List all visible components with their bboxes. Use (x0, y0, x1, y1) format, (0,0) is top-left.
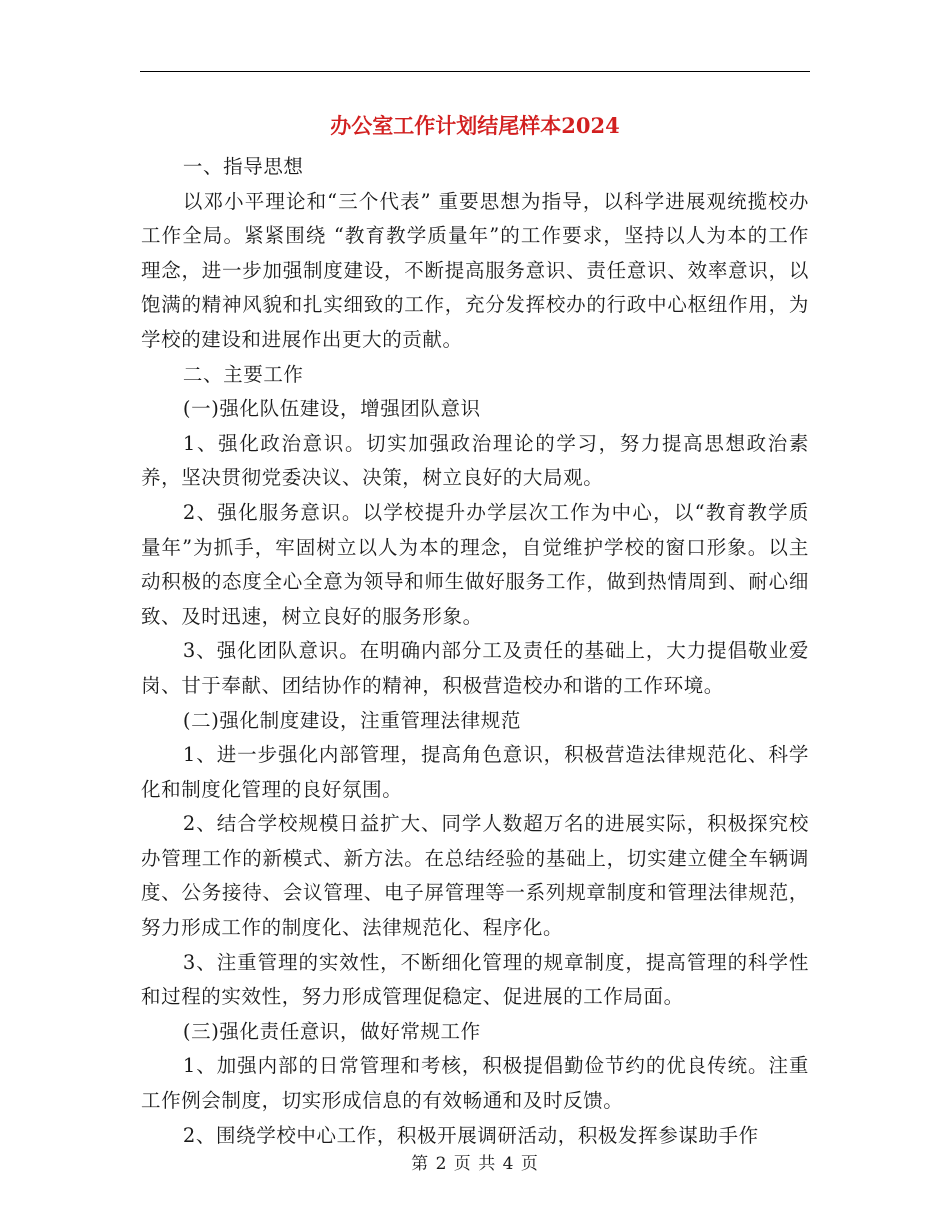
page-number-footer: 第 2 页 共 4 页 (411, 1154, 539, 1174)
body-paragraph: 1、加强内部的日常管理和考核，积极提倡勤俭节约的优良传统。注重工作例会制度，切实形成信息的有效畅通和及时反馈。 (141, 1054, 809, 1113)
subsection-heading: (二)强化制度建设，注重管理法律规范 (182, 708, 521, 732)
body-paragraph: 2、结合学校规模日益扩大、同学人数超万名的进展实际，积极探究校办管理工作的新模式、新方法。在总结经验的基础上，切实建立健全车辆调度、公务接待、会议管理、电子屏管理等一系列规章制度和管理法律规范，努力形成工作的制度化、法律规范化、程序化。 (141, 812, 809, 940)
document-title: 办公室工作计划结尾样本2024 (330, 113, 620, 138)
body-paragraph: 以邓小平理论和“三个代表” 重要思想为指导，以科学进展观统揽校办工作全局。紧紧围绕 “教育教学质量年”的工作要求，坚持以人为本的工作理念，进一步加强制度建设，不断提高服务意识、责任意识、效率意识，以饱满的精神风貌和扎实细致的工作，充分发挥校办的行政中心枢纽作用，为学校的建设和进展作出更大的贡献。 (141, 189, 809, 351)
section-heading-guiding-ideology: 一、指导思想 (182, 155, 304, 178)
body-paragraph: 3、注重管理的实效性，不断细化管理的规章制度，提高管理的科学性和过程的实效性，努力形成管理促稳定、促进展的工作局面。 (141, 950, 809, 1009)
subsection-heading: (三)强化责任意识，做好常规工作 (182, 1019, 481, 1043)
body-paragraph: 1、进一步强化内部管理，提高角色意识，积极营造法律规范化、科学化和制度化管理的良好氛围。 (141, 743, 809, 801)
subsection-heading: (一)强化队伍建设，增强团队意识 (182, 397, 481, 421)
section-heading-main-work: 二、主要工作 (182, 362, 304, 386)
body-paragraph: 3、强化团队意识。在明确内部分工及责任的基础上，大力提倡敬业爱岗、甘于奉献、团结协作的精神，积极营造校办和谐的工作环境。 (141, 639, 809, 697)
body-paragraph: 2、强化服务意识。以学校提升办学层次工作为中心，以“教育教学质量年”为抓手，牢固树立以人为本的理念，自觉维护学校的窗口形象。以主动积极的态度全心全意为领导和师生做好服务工作，做到热情周到、耐心细致、及时迅速，树立良好的服务形象。 (141, 500, 809, 628)
body-paragraph: 1、强化政治意识。切实加强政治理论的学习，努力提高思想政治素养，坚决贯彻党委决议、决策，树立良好的大局观。 (141, 431, 809, 490)
body-paragraph: 2、围绕学校中心工作，积极开展调研活动，积极发挥参谋助手作 (182, 1123, 759, 1147)
document-body (141, 150, 809, 1153)
header-rule (140, 71, 810, 72)
